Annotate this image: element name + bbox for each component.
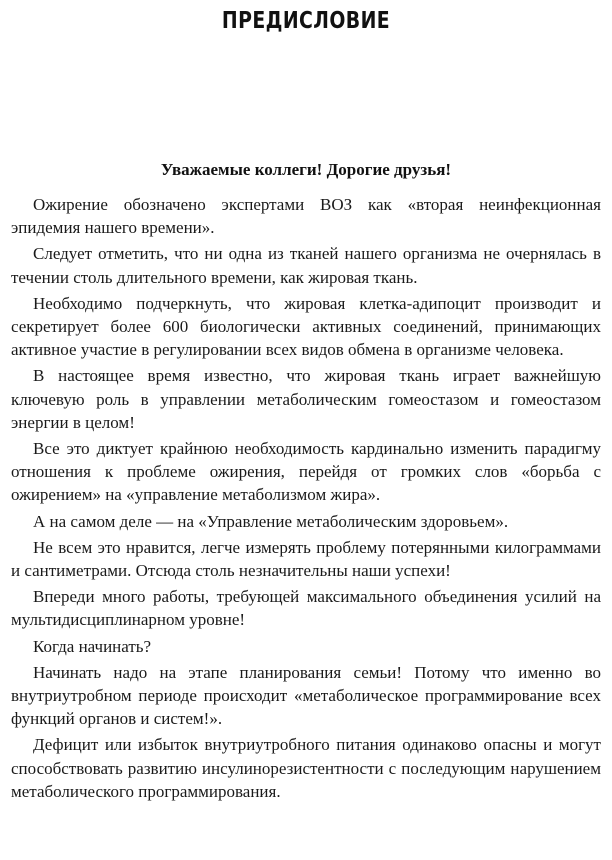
paragraph: В настоящее время известно, что жировая ткань играет важнейшую ключевую роль в управлении метаболическим гомеостазом и гомеостазом энергии в целом! (11, 366, 601, 432)
paragraph: Дефицит или избыток внутриутробного питания одинаково опасны и могут способствовать развитию инсулинорезистентности с последующим нарушением метаболического программирования. (11, 735, 601, 801)
greeting-heading: Уважаемые коллеги! Дорогие друзья! (160, 160, 452, 179)
body-text (11, 193, 601, 806)
paragraph: Когда начинать? (33, 636, 152, 656)
paragraph: А на самом деле — на «Управление метаболическим здоровьем». (33, 511, 509, 531)
paragraph: Следует отметить, что ни одна из тканей нашего организма не очернялась в течении столь длительного времени, как жировая ткань. (11, 244, 601, 287)
paragraph: Не всем это нравится, легче измерять проблему потерянными килограммами и сантиметрами. Отсюда столь незначительны наши успехи! (11, 537, 601, 581)
page-title: ПРЕДИСЛОВИЕ (221, 8, 391, 34)
paragraph: Все это диктует крайнюю необходимость кардинально изменить парадигму отношения к проблеме ожирения, перейдя от громких слов «борьба с ожирением» на «управление метаболизмом жира». (11, 439, 601, 505)
paragraph: Ожирение обозначено экспертами ВОЗ как «вторая неинфекционная эпидемия нашего времени». (11, 195, 601, 238)
paragraph: Впереди много работы, требующей максимального объединения усилий на мультидисциплинарном уровне! (11, 587, 601, 630)
paragraph: Начинать надо на этапе планирования семьи! Потому что именно во внутриутробном периоде происходит «метаболическое программирование всех функций органов и систем!». (11, 662, 601, 729)
paragraph: Необходимо подчеркнуть, что жировая клетка-адипоцит производит и секретирует более 600 биологически активных соединений, принимающих активное участие в регулировании всех видов обмена в организме человека. (11, 293, 601, 360)
